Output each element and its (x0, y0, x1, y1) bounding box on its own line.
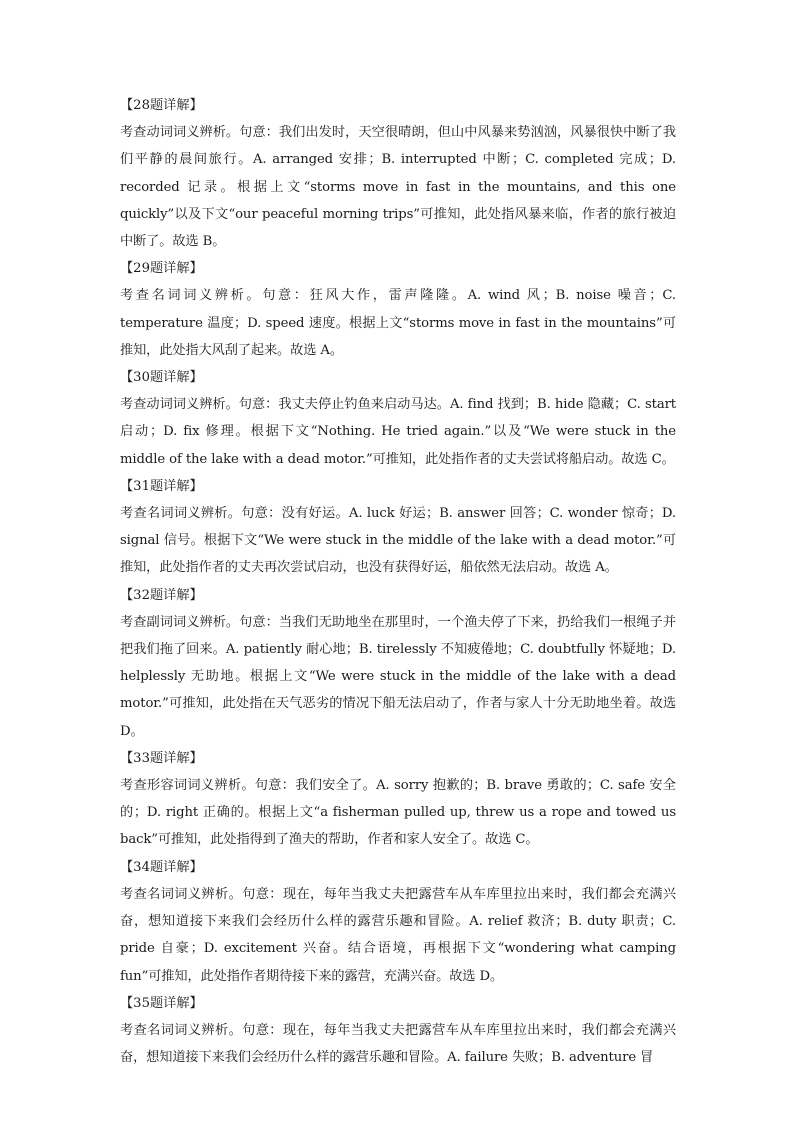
section-text-31: 考查名词词义辨析。句意：没有好运。A. luck 好运；B. answer 回答；C. wonder 惊奇；D. signal 信号。根据下文“We were stuck in the middle of the lake with a dead motor.”可推知，此处指作者的丈夫再次尝试启动，也没有获得好运，船依然无法启动。故选 A。 (120, 506, 676, 576)
section-text-29: 考查名词词义辨析。句意：狂风大作，雷声隆隆。A. wind 风；B. noise 噪音；C. temperature 温度；D. speed 速度。根据上文“storms move in fast in the mountains”可推知，此处指大风刮了起来。故选 A。 (120, 288, 676, 358)
answer-explanations (120, 92, 676, 1071)
section-text-28: 考查动词词义辨析。句意：我们出发时，天空很晴朗，但山中风暴来势汹汹，风暴很快中断了我们平静的晨间旅行。A. arranged 安排；B. interrupted 中断；C. completed 完成；D. recorded 记录。根据上文“storms move in fast in the mountains, and this one quickly”以及下文“our peaceful morning trips”可推知，此处指风暴来临，作者的旅行被迫中断了。故选 B。 (120, 125, 676, 250)
section-text-34: 考查名词词义辨析。句意：现在，每年当我丈夫把露营车从车库里拉出来时，我们都会充满兴奋，想知道接下来我们会经历什么样的露营乐趣和冒险。A. relief 救济；B. duty 职责；C. pride 自豪；D. excitement 兴奋。结合语境，再根据下文“wondering what camping fun”可推知，此处指作者期待接下来的露营，充满兴奋。故选 D。 (120, 886, 676, 984)
section-heading-34: 【34题详解】 (120, 859, 203, 875)
section-text-32: 考查副词词义辨析。句意：当我们无助地坐在那里时，一个渔夫停了下来，扔给我们一根绳子并把我们拖了回来。A. patiently 耐心地；B. tirelessly 不知疲倦地；C. doubtfully 怀疑地；D. helplessly 无助地。根据上文“We were stuck in the middle of the lake with a dead motor.”可推知，此处指在天气恶劣的情况下船无法启动了，作者与家人十分无助地坐着。故选 D。 (120, 614, 676, 739)
section-heading-35: 【35题详解】 (120, 995, 203, 1011)
section-text-33: 考查形容词词义辨析。句意：我们安全了。A. sorry 抱歉的；B. brave 勇敢的；C. safe 安全的；D. right 正确的。根据上文“a fisherman pulled up, threw us a rope and towed us back”可推知，此处指得到了渔夫的帮助，作者和家人安全了。故选 C。 (120, 778, 676, 848)
section-text-35: 考查名词词义辨析。句意：现在，每年当我丈夫把露营车从车库里拉出来时，我们都会充满兴奋，想知道接下来我们会经历什么样的露营乐趣和冒险。A. failure 失败；B. adventure 冒 (120, 1022, 676, 1066)
section-text-30: 考查动词词义辨析。句意：我丈夫停止钓鱼来启动马达。A. find 找到；B. hide 隐藏；C. start 启动；D. fix 修理。根据下文“Nothing. He tried again.”以及“We were stuck in the middle of the lake with a dead motor.”可推知，此处指作者的丈夫尝试将船启动。故选 C。 (120, 397, 676, 467)
section-heading-29: 【29题详解】 (120, 261, 203, 277)
section-heading-33: 【33题详解】 (120, 750, 203, 766)
section-heading-31: 【31题详解】 (120, 478, 203, 494)
section-heading-30: 【30题详解】 (120, 370, 203, 386)
section-heading-32: 【32题详解】 (120, 587, 203, 603)
section-heading-28: 【28题详解】 (120, 98, 203, 113)
